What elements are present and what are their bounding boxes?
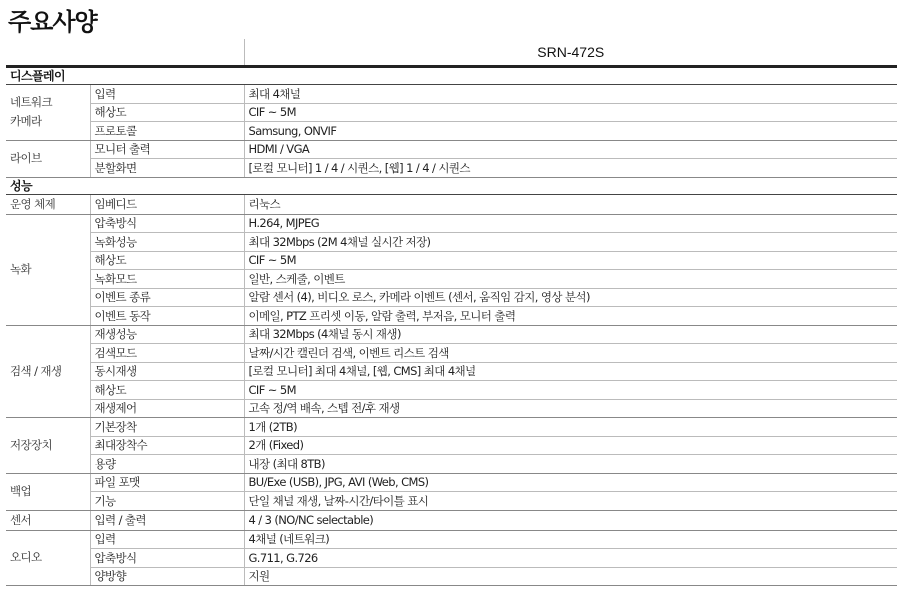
category-label: 백업 <box>6 473 90 510</box>
spec-row <box>6 233 897 252</box>
item-label: 입력 / 출력 <box>90 510 244 530</box>
section-header-row <box>6 67 897 85</box>
spec-row <box>6 344 897 363</box>
section-header-row <box>6 177 897 194</box>
section-title: 성능 <box>6 177 897 194</box>
spec-row <box>6 122 897 141</box>
item-label: 모니터 출력 <box>90 140 244 159</box>
item-label: 이벤트 종류 <box>90 288 244 307</box>
spec-row <box>6 194 897 214</box>
item-label: 양방향 <box>90 567 244 586</box>
item-label: 프로토콜 <box>90 122 244 141</box>
item-value: 이메일, PTZ 프리셋 이동, 알람 출력, 부저음, 모니터 출력 <box>244 307 897 326</box>
item-value: 최대 4채널 <box>244 85 897 104</box>
item-value: 최대 32Mbps (4채널 동시 재생) <box>244 325 897 344</box>
category-label: 검색 / 재생 <box>6 325 90 418</box>
item-value: 4채널 (네트워크) <box>244 530 897 549</box>
spec-row <box>6 510 897 530</box>
item-label: 기본장착 <box>90 418 244 437</box>
item-label: 압축방식 <box>90 549 244 568</box>
item-value: HDMI / VGA <box>244 140 897 159</box>
item-value: 내장 (최대 8TB) <box>244 455 897 474</box>
category-label: 센서 <box>6 510 90 530</box>
item-value: 알람 센서 (4), 비디오 로스, 카메라 이벤트 (센서, 움직임 감지, 영상 분석) <box>244 288 897 307</box>
item-value: H.264, MJPEG <box>244 214 897 233</box>
item-label: 이벤트 동작 <box>90 307 244 326</box>
spec-row <box>6 270 897 289</box>
item-label: 검색모드 <box>90 344 244 363</box>
spec-row <box>6 325 897 344</box>
header-row <box>6 39 897 67</box>
item-value: Samsung, ONVIF <box>244 122 897 141</box>
spec-row <box>6 436 897 455</box>
category-label: 녹화 <box>6 214 90 325</box>
category-label: 오디오 <box>6 530 90 586</box>
item-label: 용량 <box>90 455 244 474</box>
item-label: 파일 포맷 <box>90 473 244 492</box>
item-label: 동시재생 <box>90 362 244 381</box>
item-value: 날짜/시간 캘린더 검색, 이벤트 리스트 검색 <box>244 344 897 363</box>
spec-row <box>6 103 897 122</box>
item-label: 녹화모드 <box>90 270 244 289</box>
item-label: 녹화성능 <box>90 233 244 252</box>
spec-row <box>6 140 897 159</box>
item-label: 재생성능 <box>90 325 244 344</box>
category-label: 저장장치 <box>6 418 90 474</box>
item-label: 압축방식 <box>90 214 244 233</box>
item-value: CIF ~ 5M <box>244 251 897 270</box>
spec-table <box>6 39 897 586</box>
item-label: 해상도 <box>90 381 244 400</box>
item-label: 임베디드 <box>90 194 244 214</box>
spec-row <box>6 399 897 418</box>
item-value: 4 / 3 (NO/NC selectable) <box>244 510 897 530</box>
spec-row <box>6 85 897 104</box>
item-value: CIF ~ 5M <box>244 103 897 122</box>
item-value: 최대 32Mbps (2M 4채널 실시간 저장) <box>244 233 897 252</box>
item-value: BU/Exe (USB), JPG, AVI (Web, CMS) <box>244 473 897 492</box>
spec-row <box>6 362 897 381</box>
item-value: [로컬 모니터] 1 / 4 / 시퀀스, [웹] 1 / 4 / 시퀀스 <box>244 159 897 178</box>
spec-row <box>6 549 897 568</box>
item-label: 최대장착수 <box>90 436 244 455</box>
item-value: 고속 정/역 배속, 스텝 전/후 재생 <box>244 399 897 418</box>
item-label: 입력 <box>90 530 244 549</box>
item-value: CIF ~ 5M <box>244 381 897 400</box>
spec-row <box>6 567 897 586</box>
model-name: SRN-472S <box>244 39 897 67</box>
spec-row <box>6 473 897 492</box>
item-value: 1개 (2TB) <box>244 418 897 437</box>
section-title: 디스플레이 <box>6 67 897 85</box>
item-label: 기능 <box>90 492 244 511</box>
spec-row <box>6 418 897 437</box>
spec-row <box>6 288 897 307</box>
item-value: 리눅스 <box>244 194 897 214</box>
spec-row <box>6 455 897 474</box>
item-label: 해상도 <box>90 251 244 270</box>
spec-row <box>6 251 897 270</box>
item-value: 단일 채널 재생, 날짜-시간/타이틀 표시 <box>244 492 897 511</box>
item-value: 2개 (Fixed) <box>244 436 897 455</box>
spec-row <box>6 214 897 233</box>
spec-row <box>6 307 897 326</box>
header-blank-cell <box>6 39 244 67</box>
item-value: G.711, G.726 <box>244 549 897 568</box>
item-value: 지원 <box>244 567 897 586</box>
item-label: 입력 <box>90 85 244 104</box>
item-label: 해상도 <box>90 103 244 122</box>
spec-row <box>6 159 897 178</box>
item-value: 일반, 스케줄, 이벤트 <box>244 270 897 289</box>
spec-row <box>6 530 897 549</box>
item-label: 분할화면 <box>90 159 244 178</box>
category-label: 라이브 <box>6 140 90 177</box>
page-title: 주요사양 <box>8 8 97 36</box>
category-label: 운영 체제 <box>6 194 90 214</box>
category-label: 네트워크 카메라 <box>6 85 90 141</box>
spec-row <box>6 381 897 400</box>
spec-row <box>6 492 897 511</box>
item-value: [로컬 모니터] 최대 4채널, [웹, CMS] 최대 4채널 <box>244 362 897 381</box>
spec-body <box>6 67 897 586</box>
item-label: 재생제어 <box>90 399 244 418</box>
